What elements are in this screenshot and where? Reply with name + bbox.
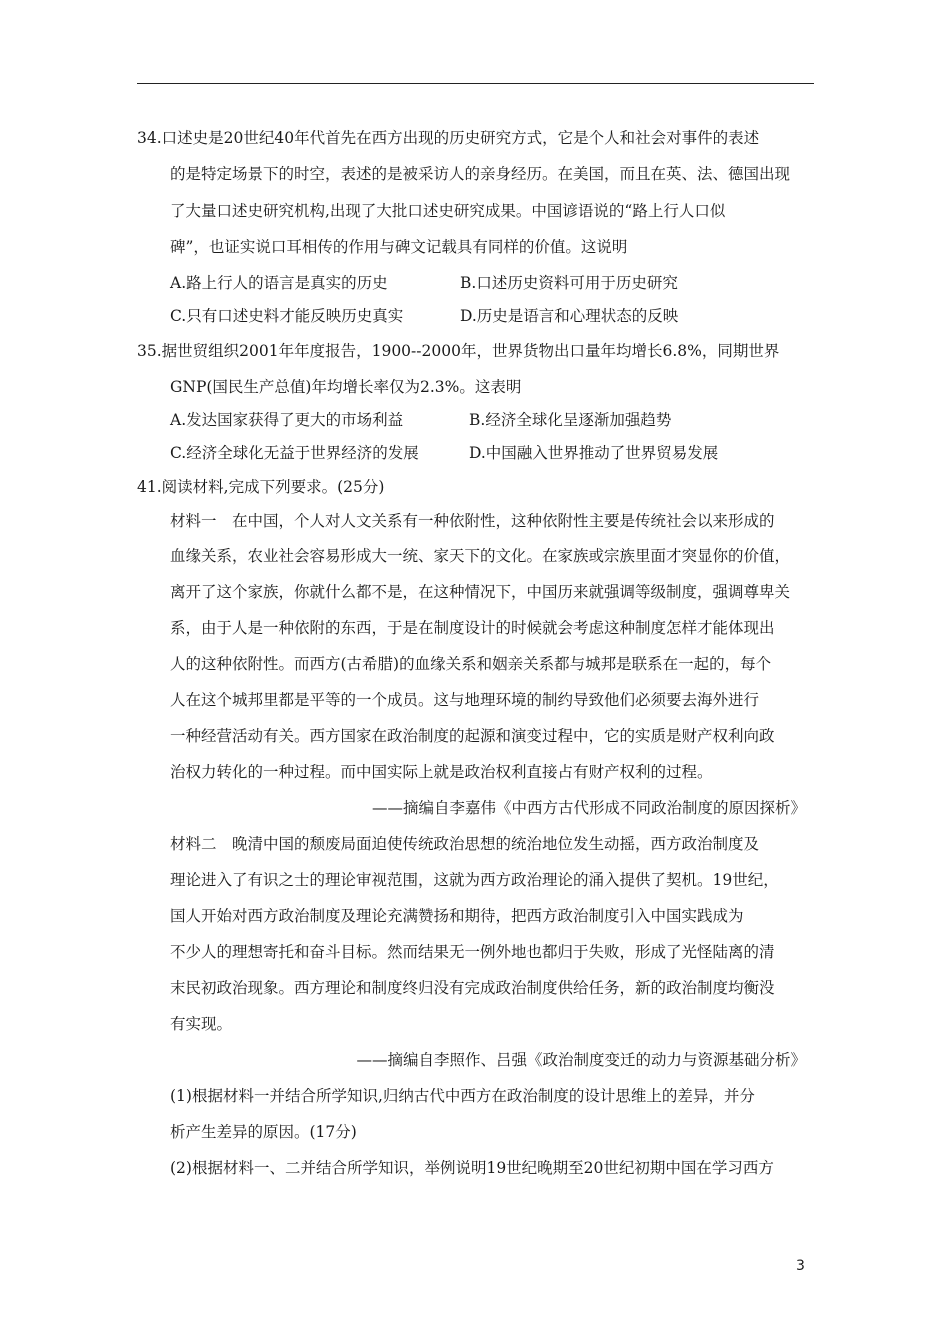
material2-line-6: 有实现。: [170, 1015, 233, 1033]
sub-question-1-line-1: (1)根据材料一并结合所学知识,归纳古代中西方在政治制度的设计思维上的差异，并分: [170, 1087, 755, 1105]
q35-line-2: GNP(国民生产总值)年均增长率仅为2.3%。这表明: [170, 378, 522, 396]
q34-option-c: C.只有口述史料才能反映历史真实: [170, 307, 404, 325]
q34-line-2: 的是特定场景下的时空，表述的是被采访人的亲身经历。在美国，而且在英、法、德国出现: [170, 165, 791, 183]
material2-line-1: 材料二 晚清中国的颓废局面迫使传统政治思想的统治地位发生动摇，西方政治制度及: [170, 835, 760, 853]
material1-line-2: 血缘关系，农业社会容易形成大一统、家天下的文化。在家族或宗族里面才突显你的价值，: [170, 547, 791, 565]
material1-line-4: 系，由于人是一种依附的东西，于是在制度设计的时候就会考虑这种制度怎样才能体现出: [170, 619, 775, 637]
material1-line-1: 材料一 在中国，个人对人文关系有一种依附性，这种依附性主要是传统社会以来形成的: [170, 512, 775, 530]
q35-option-c: C.经济全球化无益于世界经济的发展: [170, 444, 419, 462]
sub-question-2-line-1: (2)根据材料一、二并结合所学知识，举例说明19世纪晚期至20世纪初期中国在学习西方: [170, 1159, 774, 1177]
material2-line-4: 不少人的理想寄托和奋斗目标。然而结果无一例外地也都归于失败，形成了光怪陆离的清: [170, 943, 775, 961]
q34-line-3: 了大量口述史研究机构,出现了大批口述史研究成果。中国谚语说的“路上行人口似: [170, 202, 726, 220]
header-rule: [137, 83, 814, 84]
material1-line-8: 治权力转化的一种过程。而中国实际上就是政治权利直接占有财产权利的过程。: [170, 763, 713, 781]
q35-option-a: A.发达国家获得了更大的市场利益: [170, 411, 404, 429]
material1-line-3: 离开了这个家族，你就什么都不是，在这种情况下，中国历来就强调等级制度，强调尊卑关: [170, 583, 791, 601]
q34-line-1: 34.口述史是20世纪40年代首先在西方出现的历史研究方式，它是个人和社会对事件的表述: [137, 129, 760, 147]
q34-line-4: 碑”，也证实说口耳相传的作用与碑文记载具有同样的价值。这说明: [170, 238, 628, 256]
q41-title: 41.阅读材料,完成下列要求。(25分): [137, 478, 385, 496]
q34-option-b: B.口述历史资料可用于历史研究: [460, 274, 678, 292]
page-number: 3: [796, 1258, 805, 1274]
q35-option-b: B.经济全球化呈逐渐加强趋势: [469, 411, 672, 429]
q35-line-1: 35.据世贸组织2001年年度报告，1900--2000年，世界货物出口量年均增长6.8%，同期世界: [137, 342, 780, 360]
material1-citation: ——摘编自李嘉伟《中西方古代形成不同政治制度的原因探析》: [371, 799, 806, 817]
material2-line-3: 国人开始对西方政治制度及理论充满赞扬和期待，把西方政治制度引入中国实践成为: [170, 907, 744, 925]
q34-option-a: A.路上行人的语言是真实的历史: [170, 274, 388, 292]
material1-line-7: 一种经营活动有关。西方国家在政治制度的起源和演变过程中，它的实质是财产权利向政: [170, 727, 775, 745]
q35-option-d: D.中国融入世界推动了世界贸易发展: [469, 444, 719, 462]
material1-line-6: 人在这个城邦里都是平等的一个成员。这与地理环境的制约导致他们必须要去海外进行: [170, 691, 760, 709]
q34-option-d: D.历史是语言和心理状态的反映: [460, 307, 679, 325]
material1-line-5: 人的这种依附性。而西方(古希腊)的血缘关系和姻亲关系都与城邦是联系在一起的，每个: [170, 655, 772, 673]
material2-citation: ——摘编自李照作、吕强《政治制度变迁的动力与资源基础分析》: [356, 1051, 806, 1069]
material2-line-2: 理论进入了有识之士的理论审视范围，这就为西方政治理论的涌入提供了契机。19世纪，: [170, 871, 779, 889]
sub-question-1-line-2: 析产生差异的原因。(17分): [170, 1123, 357, 1141]
material2-line-5: 末民初政治现象。西方理论和制度终归没有完成政治制度供给任务，新的政治制度均衡没: [170, 979, 775, 997]
